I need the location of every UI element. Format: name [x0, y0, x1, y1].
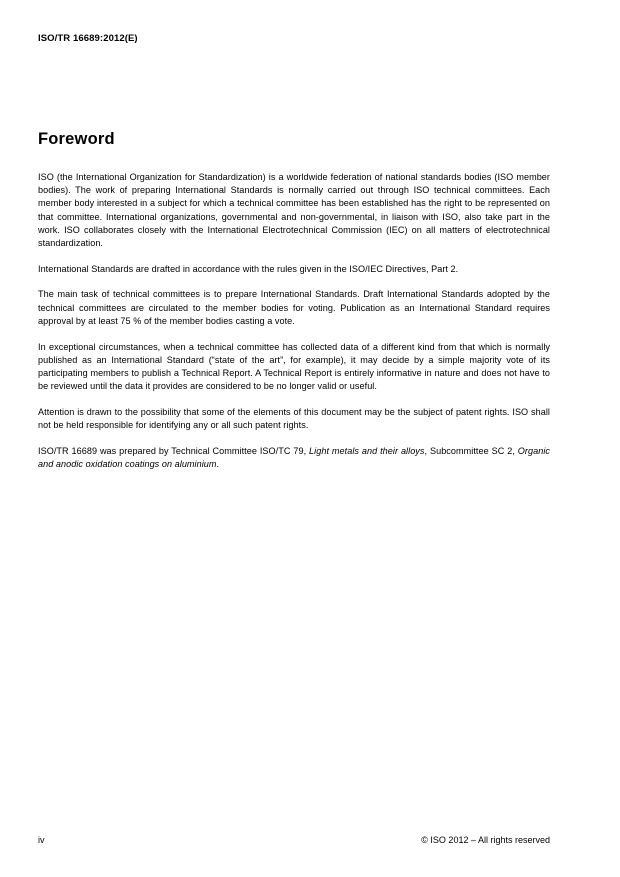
page-title: Foreword — [38, 130, 115, 148]
foreword-paragraph-1: ISO (the International Organization for Standardization) is a worldwide federation of national standards bodies (ISO member bodies). The work of preparing International Standards is normally carried out through ISO technical committees. Each member body interested in a subject for which a technical committee has been established has the right to be represented on that committee. International organizations, governmental and non-governmental, in liaison with ISO, also take part in the work. ISO collaborates closely with the International Electrotechnical Commission (IEC) on all matters of electrotechnical standardization. — [38, 172, 550, 249]
foreword-paragraph-2: International Standards are drafted in accordance with the rules given in the ISO/IEC Directives, Part 2. — [38, 263, 459, 274]
attribution-middle: , Subcommittee SC 2, — [424, 445, 518, 456]
attribution-lead: ISO/TR 16689 was prepared by Technical Committee ISO/TC 79, — [38, 445, 310, 456]
copyright-notice: © ISO 2012 – All rights reserved — [421, 835, 550, 845]
document-body — [38, 130, 550, 471]
foreword-paragraph-3: The main task of technical committees is to prepare International Standards. Draft International Standards adopted by the technical committees are circulated to the member bodies for voting. Publication as an International Standard requires approval by at least 75 % of the member bodies casting a vote. — [38, 289, 550, 326]
page-number: iv — [38, 835, 45, 845]
subcommittee-name: Organic and anodic oxidation coatings on aluminium — [38, 445, 550, 469]
document-header-reference: ISO/TR 16689:2012(E) — [38, 33, 138, 44]
foreword-attribution — [38, 445, 550, 471]
foreword-paragraph-5: Attention is drawn to the possibility that some of the elements of this document may be the subject of patent rights. ISO shall not be held responsible for identifying any or all such patent rights. — [38, 406, 550, 431]
attribution-end: . — [216, 458, 220, 469]
technical-committee-name: Light metals and their alloys — [309, 445, 425, 456]
foreword-paragraph-4: In exceptional circumstances, when a technical committee has collected data of a different kind from that which is normally published as an International Standard (“state of the art”, for example), it may decide by a simple majority vote of its participating members to publish a Technical Report. A Technical Report is entirely informative in nature and does not have to be reviewed until the data it provides are considered to be no longer valid or useful. — [38, 341, 550, 392]
